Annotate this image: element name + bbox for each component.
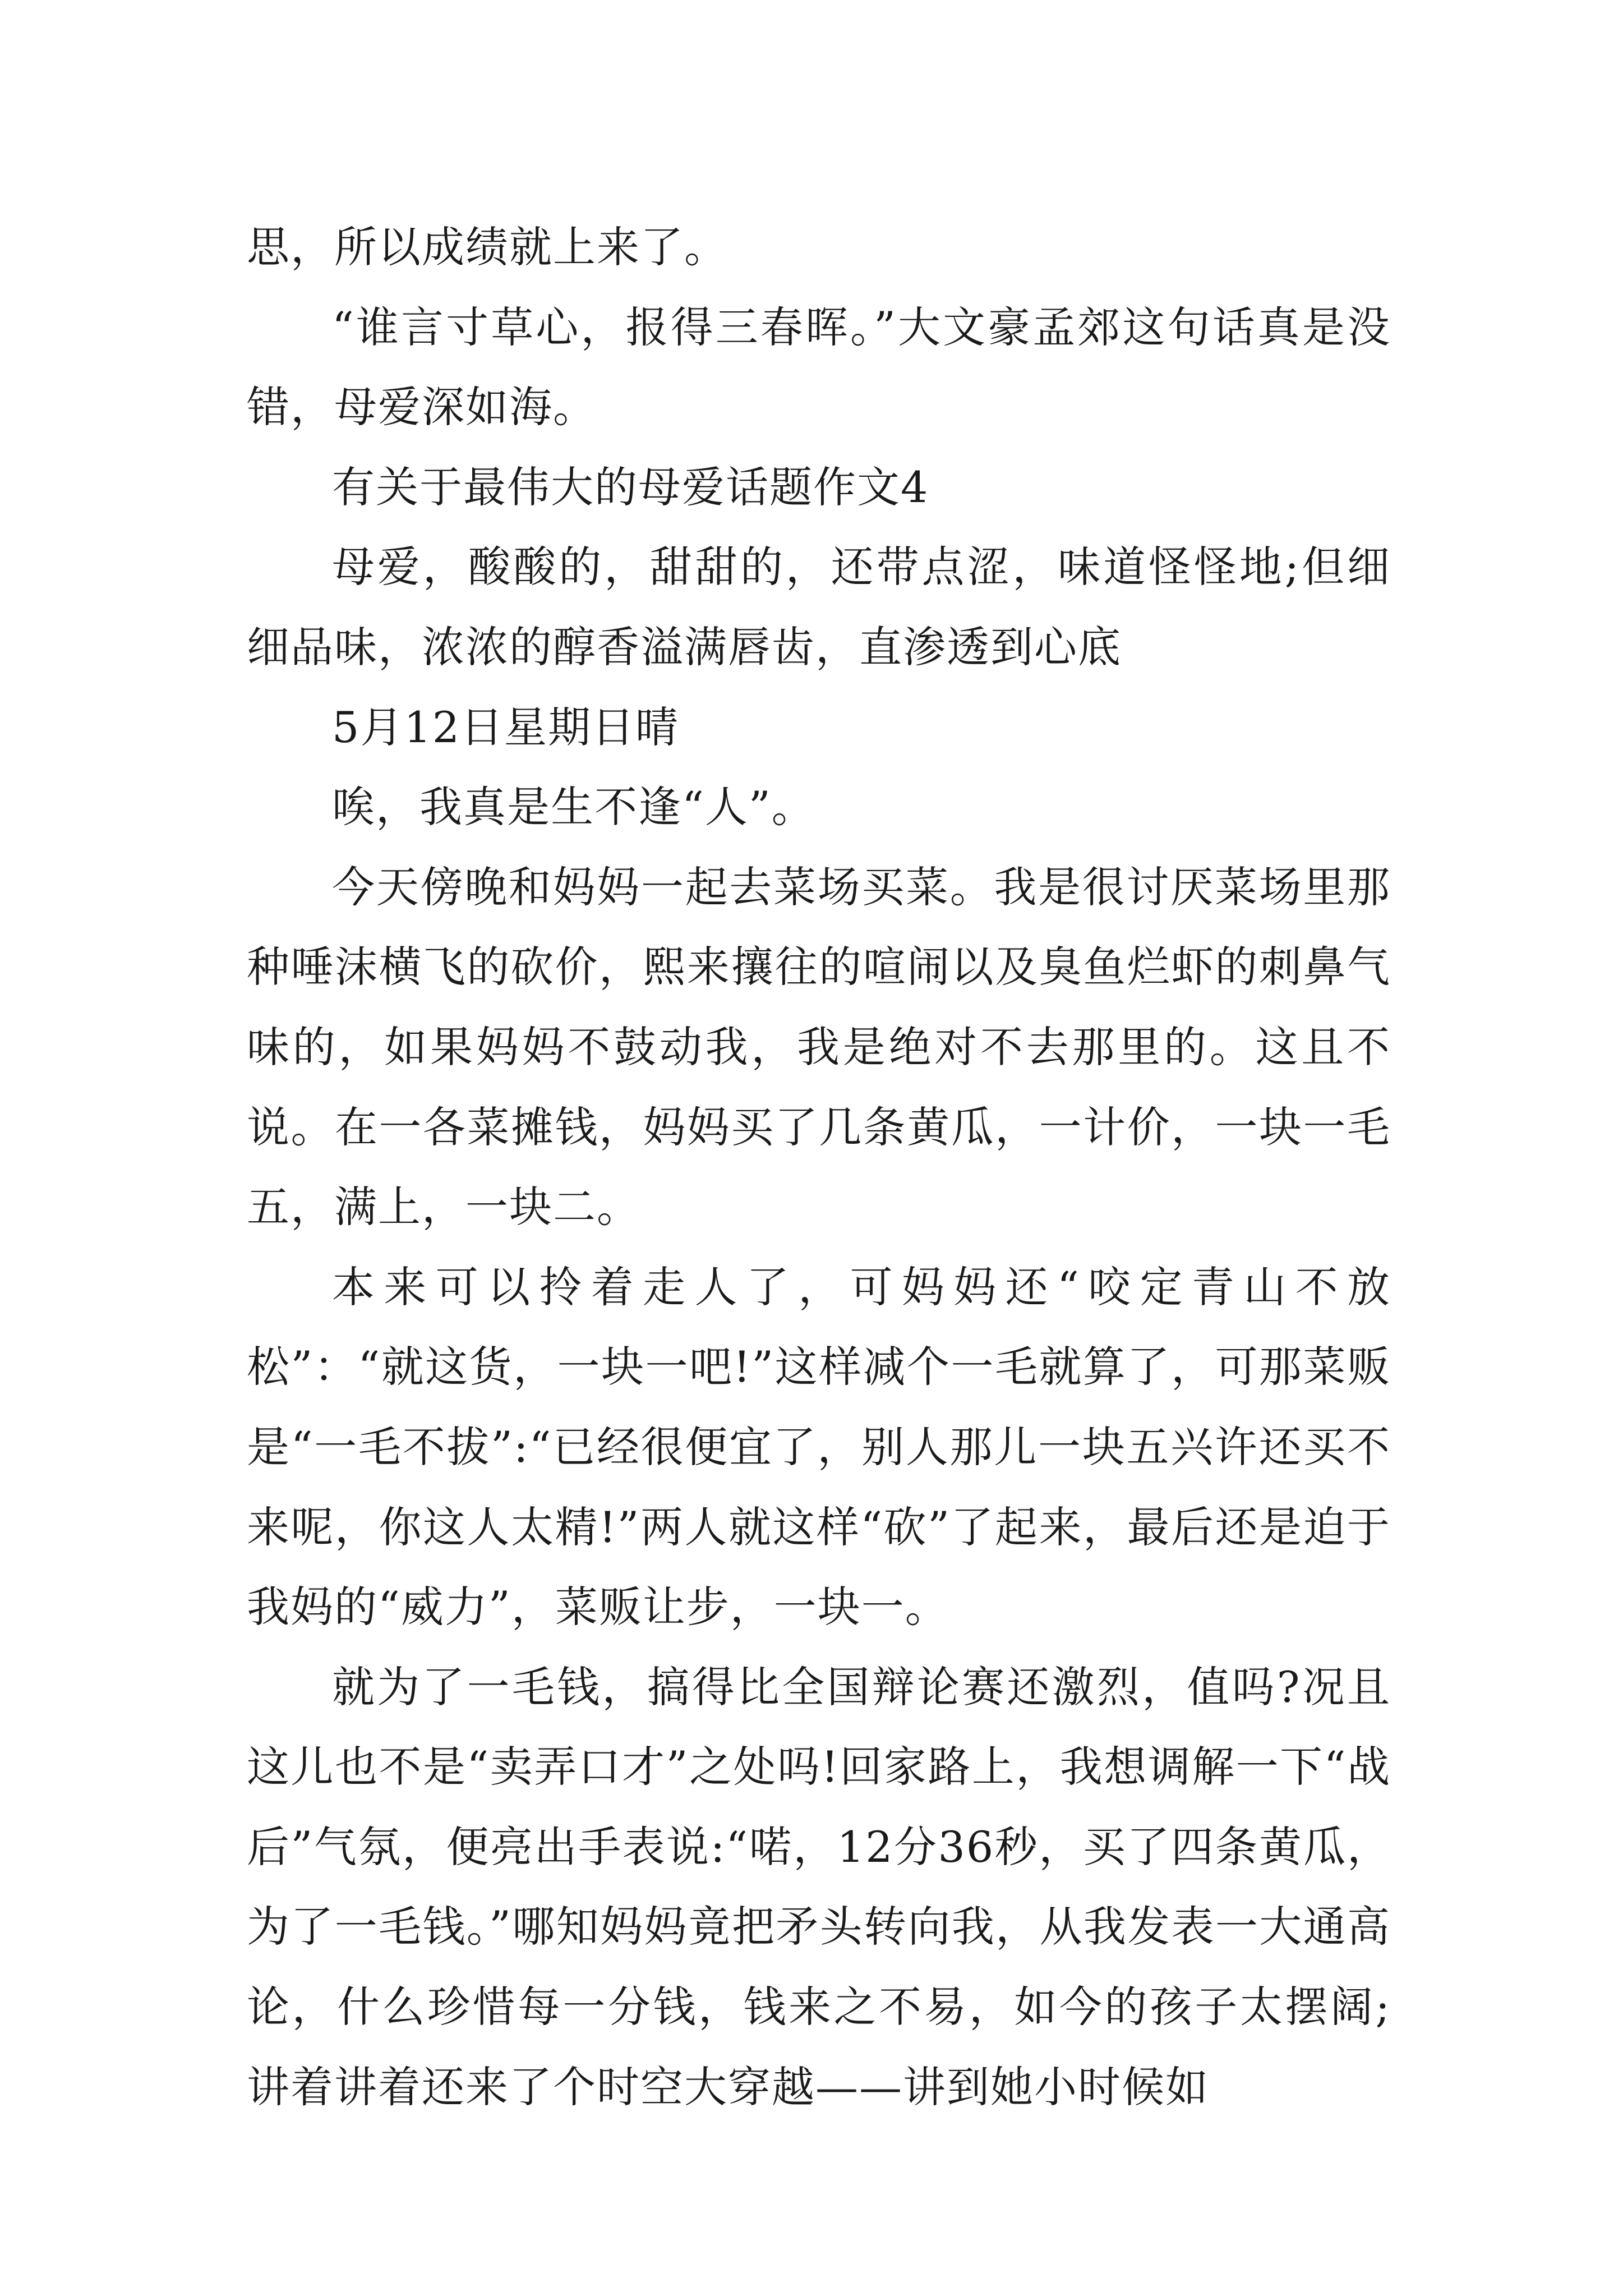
paragraph-reflection: 就为了一毛钱，搞得比全国辩论赛还激烈，值吗?况且这儿也不是“卖弄口才”之处吗!回家路上，我想调解一下“战后”气氛，便亮出手表说:“喏，12分36秒，买了四条黄瓜，为了一毛钱。”哪知妈妈竟把矛头转向我，从我发表一大通高论，什么珍惜每一分钱，钱来之不易，如今的孩子太摆阔;讲着讲着还来了个时空大穿越——讲到她小时候如 [247,1662,1391,2112]
essay-heading: 有关于最伟大的母爱话题作文4 [332,462,929,512]
paragraph-quote: “谁言寸草心，报得三春晖。”大文豪孟郊这句话真是没错，母爱深如海。 [247,302,1391,432]
paragraph-market: 今天傍晚和妈妈一起去菜场买菜。我是很讨厌菜场里那种唾沫横飞的砍价，熙来攘往的喧闹以及臭鱼烂虾的刺鼻气味的，如果妈妈不鼓动我，我是绝对不去那里的。这且不说。在一各菜摊钱，妈妈买了几条黄瓜，一计价，一块一毛五，满上，一块二。 [247,862,1391,1232]
paragraph-intro: 母爱，酸酸的，甜甜的，还带点涩，味道怪怪地;但细细品味，浓浓的醇香溢满唇齿，直渗透到心底 [247,542,1391,672]
paragraph-bargain: 本来可以拎着走人了，可妈妈还“咬定青山不放松”：“就这货，一块一吧!”这样减个一毛就算了，可那菜贩是“一毛不拔”:“已经很便宜了，别人那儿一块五兴许还买不来呢，你这人太精!”两人就这样“砍”了起来，最后还是迫于我妈的“威力”，菜贩让步，一块一。 [247,1262,1391,1632]
paragraph-continuation: 思，所以成绩就上来了。 [247,222,728,272]
paragraph-sigh: 唉，我真是生不逢“人”。 [332,782,815,832]
diary-date: 5月12日星期日晴 [332,702,680,752]
essay-body [247,208,1391,2127]
